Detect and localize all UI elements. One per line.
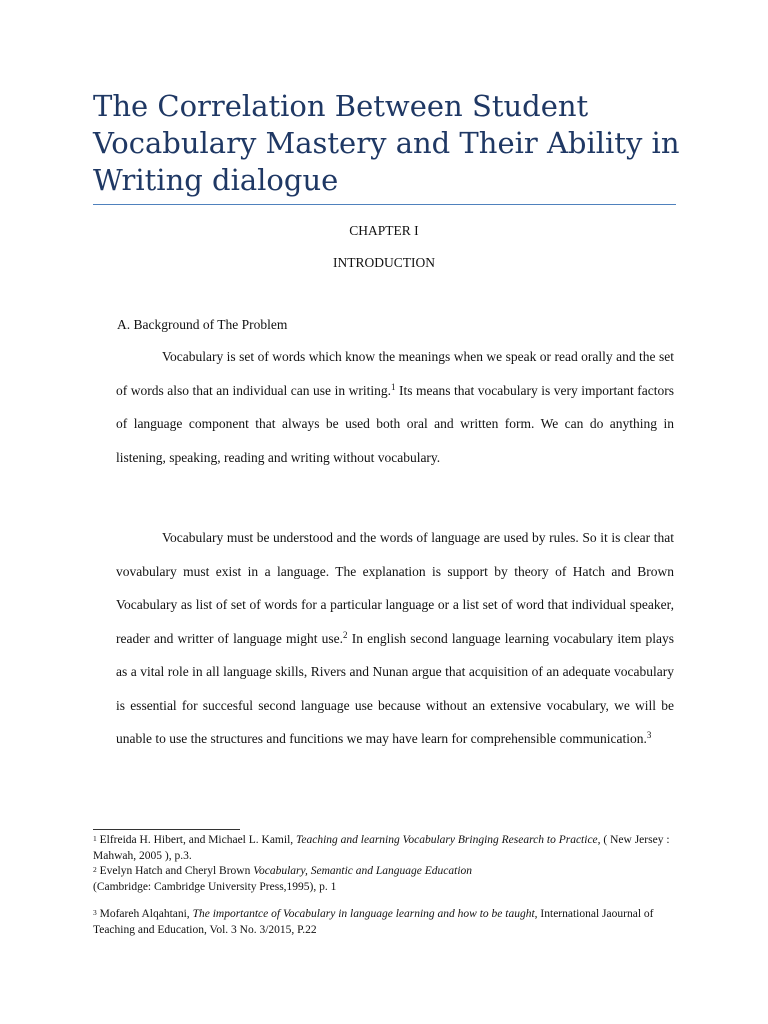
footnote-ref: 1 xyxy=(390,381,396,392)
paragraph-text: Vocabulary is set of words which know the meanings when we speak or read orally and the set of words also that an individual can use in writing. xyxy=(116,349,674,398)
footnote-separator xyxy=(93,829,240,830)
footnote-publication: , International Jaournal of Teaching and Education, Vol. 3 No. 3/2015, P.22 xyxy=(93,908,654,936)
chapter-label: CHAPTER I xyxy=(349,223,419,238)
paragraph-text: Its means that vocabulary is very important factors of language component that always be used both oral and written form. We can do anything in listening, speaking, reading and writing without vocabulary. xyxy=(116,382,675,465)
footnote-ref: 3 xyxy=(646,730,652,740)
footnote-authors: Mofareh Alqahtani, xyxy=(96,908,193,920)
body-paragraph-1 xyxy=(116,340,674,474)
footnote-2 xyxy=(93,864,683,895)
footnote-3 xyxy=(93,907,683,938)
footnote-title: The importantce of Vocabulary in language learning and how to be taught xyxy=(192,908,535,920)
body-paragraph-2 xyxy=(116,521,674,756)
footnote-title: Teaching and learning Vocabulary Bringing Research to Practice xyxy=(296,834,598,846)
footnote-number: 1 xyxy=(93,834,97,843)
paragraph-text: Vocabulary must be understood and the words of language are used by rules. So it is clear that vovabulary must exist in a language. The explanation is support by theory of Hatch and Brown Vocabulary as list of set of words for a particular language or a list set of word that individual speaker, reader and writter of language might use. xyxy=(116,530,674,646)
document-title: The Correlation Between Student Vocabulary Mastery and Their Ability in Writing dialogue xyxy=(93,89,680,197)
footnote-1 xyxy=(93,833,683,864)
title-underline xyxy=(93,204,676,205)
footnote-number: 3 xyxy=(93,908,97,917)
footnote-authors: Evelyn Hatch and Cheryl Brown xyxy=(96,865,254,877)
footnote-authors: Elfreida H. Hibert, and Michael L. Kamil, xyxy=(96,834,297,846)
footnote-title: Vocabulary, Semantic and Language Education xyxy=(253,865,473,877)
footnote-publication: , ( New Jersey : Mahwah, 2005 ), p.3. xyxy=(93,834,670,862)
footnote-publication: (Cambridge: Cambridge University Press,1995), p. 1 xyxy=(93,880,337,893)
paragraph-text: In english second language learning vocabulary item plays as a vital role in all language skills, Rivers and Nunan argue that acquisition of an adequate vocabulary is essential for succesful second language use because without an extensive vocabulary, we will be unable to use the structures and funcitions we may have learn for comprehensible communication. xyxy=(116,630,674,746)
footnote-ref: 2 xyxy=(343,629,348,640)
footnote-number: 2 xyxy=(93,865,97,874)
section-heading: A. Background of The Problem xyxy=(117,317,288,332)
chapter-heading: INTRODUCTION xyxy=(333,255,435,270)
